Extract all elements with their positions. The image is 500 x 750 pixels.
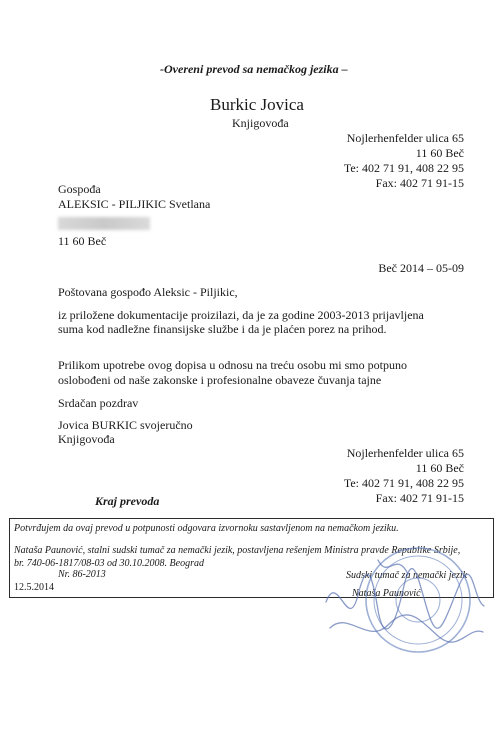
footer-address-1: Nojlerhenfelder ulica 65 <box>346 446 464 460</box>
footer-address-2: 11 60 Beč <box>415 461 464 475</box>
sender-address-2: 11 60 Beč <box>415 146 464 160</box>
translator-line-1: Nataša Paunović, stalni sudski tumač za nemački jezik, postavljena rešenjem Ministra pravde Republike Srbije, <box>14 545 461 556</box>
sender-title: Knjigovođa <box>232 116 289 130</box>
recipient-city: 11 60 Beč <box>58 234 107 248</box>
end-note: Kraj prevoda <box>95 494 160 508</box>
paragraph-1-line-2: suma kod nadležne finansijske službe i da je plaćen porez na prihod. <box>58 322 387 336</box>
redacted-address <box>58 217 150 230</box>
paragraph-2-line-1: Prilikom upotrebe ovog dopisa u odnosu na treću osobu mi smo potpuno <box>58 358 407 372</box>
paragraph-1-line-1: iz priložene dokumentacije proizilazi, da je za godine 2003-2013 prijavljena <box>58 308 424 322</box>
greeting: Poštovana gospođo Aleksic - Piljikic, <box>58 285 238 299</box>
sender-address-1: Nojlerhenfelder ulica 65 <box>346 131 464 145</box>
signature-line: Jovica BURKIC svojeručno <box>58 418 193 432</box>
paragraph-2-line-2: oslobođeni od naše zakonske i profesionalne obaveze čuvanja tajne <box>58 373 382 387</box>
translator-role: Sudski tumač za nemački jezik <box>346 570 468 581</box>
sender-name: Burkic Jovica <box>210 95 304 114</box>
signature-title: Knjigovođa <box>58 432 115 446</box>
certification-number: Nr. 86-2013 <box>58 569 106 580</box>
certification-statement: Potvrđujem da ovaj prevod u potpunosti odgovara izvornoku sastavljenom na nemačkom jeziku. <box>14 523 399 534</box>
footer-phone: Te: 402 71 91, 408 22 95 <box>343 476 464 490</box>
certification-date: 12.5.2014 <box>14 582 54 593</box>
closing: Srdačan pozdrav <box>58 396 139 410</box>
sender-fax: Fax: 402 71 91-15 <box>375 176 464 190</box>
footer-fax: Fax: 402 71 91-15 <box>375 491 464 505</box>
translator-line-2: br. 740-06-1817/08-03 od 30.10.2008. Beograd <box>14 558 204 569</box>
letter-date: Beč 2014 – 05-09 <box>378 261 464 275</box>
translation-note: -Overeni prevod sa nemačkog jezika – <box>160 62 348 76</box>
official-stamp <box>318 540 488 660</box>
recipient-name: ALEKSIC - PILJIKIC Svetlana <box>58 197 211 211</box>
recipient-salutation: Gospođa <box>58 182 101 196</box>
sender-phone: Te: 402 71 91, 408 22 95 <box>343 161 464 175</box>
translator-name: Nataša Paunović <box>352 588 421 599</box>
